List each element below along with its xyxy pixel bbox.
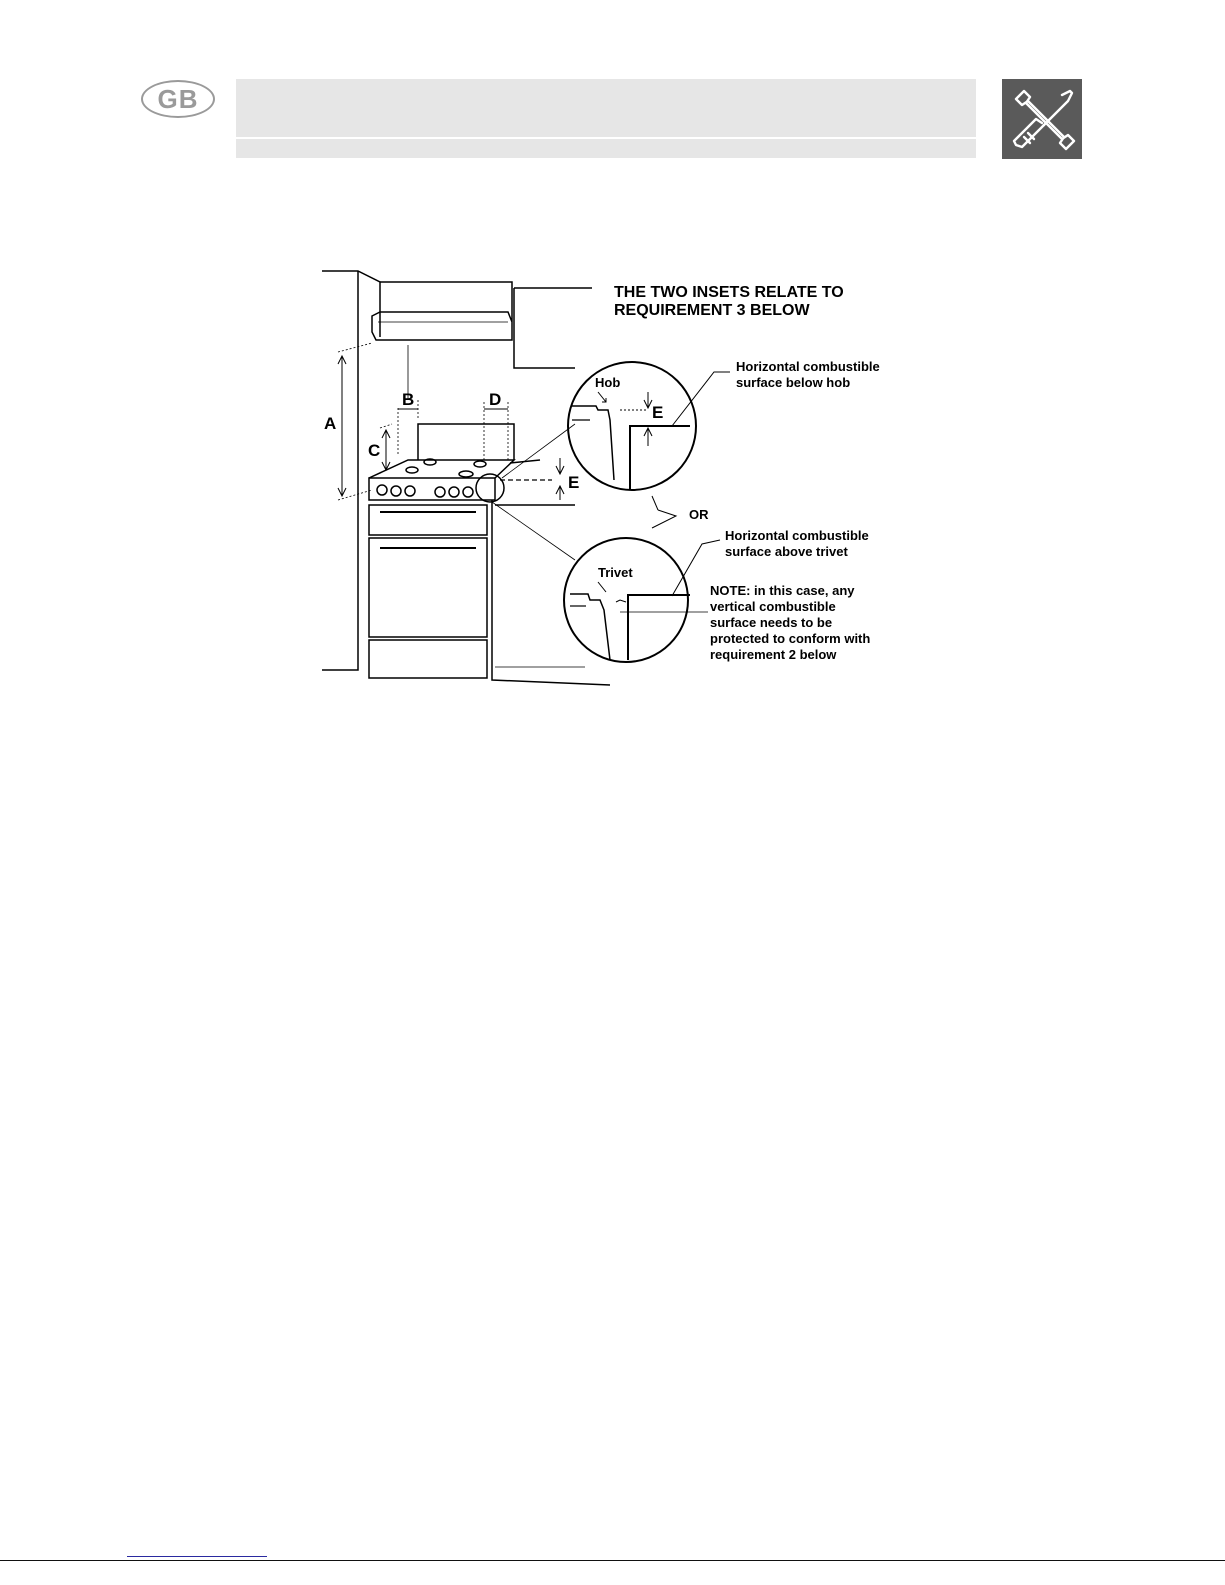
side-unit — [492, 500, 610, 685]
callout-trivet-line2: surface above trivet — [725, 544, 848, 559]
figure-title-line1: THE TWO INSETS RELATE TO — [614, 284, 844, 301]
left-wall — [322, 271, 358, 670]
trivet-inset-circle — [564, 538, 688, 662]
upper-cabinet-right — [514, 288, 592, 368]
note-line5: requirement 2 below — [710, 647, 837, 662]
cooker-hood — [372, 282, 512, 340]
inset-dimension-e: E — [652, 403, 664, 422]
callout-trivet-line1: Horizontal combustible — [725, 528, 869, 543]
dimension-label-d: D — [489, 390, 502, 409]
dimension-label-e: E — [568, 473, 580, 492]
oven-door — [369, 538, 487, 637]
inset-label-hob: Hob — [595, 375, 621, 390]
note-line4: protected to conform with — [710, 631, 871, 646]
callout-hob-line1: Horizontal combustible — [736, 359, 880, 374]
note-line2: vertical combustible — [710, 599, 836, 614]
dimension-label-b: B — [402, 390, 415, 409]
storage-drawer — [369, 640, 487, 678]
dimension-label-c: C — [368, 441, 381, 460]
note-line1: NOTE: in this case, any — [710, 583, 855, 598]
callout-hob-line2: surface below hob — [736, 375, 851, 390]
or-label: OR — [689, 507, 709, 522]
splashback — [418, 424, 514, 460]
footer-link-underline[interactable] — [127, 1556, 267, 1557]
grill-door — [369, 505, 487, 535]
inset-label-trivet: Trivet — [598, 565, 633, 580]
note-line3: surface needs to be — [710, 615, 833, 630]
dimension-label-a: A — [324, 414, 337, 433]
footer-rule — [0, 1560, 1225, 1561]
hob-top — [369, 460, 514, 478]
figure-title-line2: REQUIREMENT 3 BELOW — [614, 302, 810, 319]
language-badge-text: GB — [157, 83, 199, 114]
